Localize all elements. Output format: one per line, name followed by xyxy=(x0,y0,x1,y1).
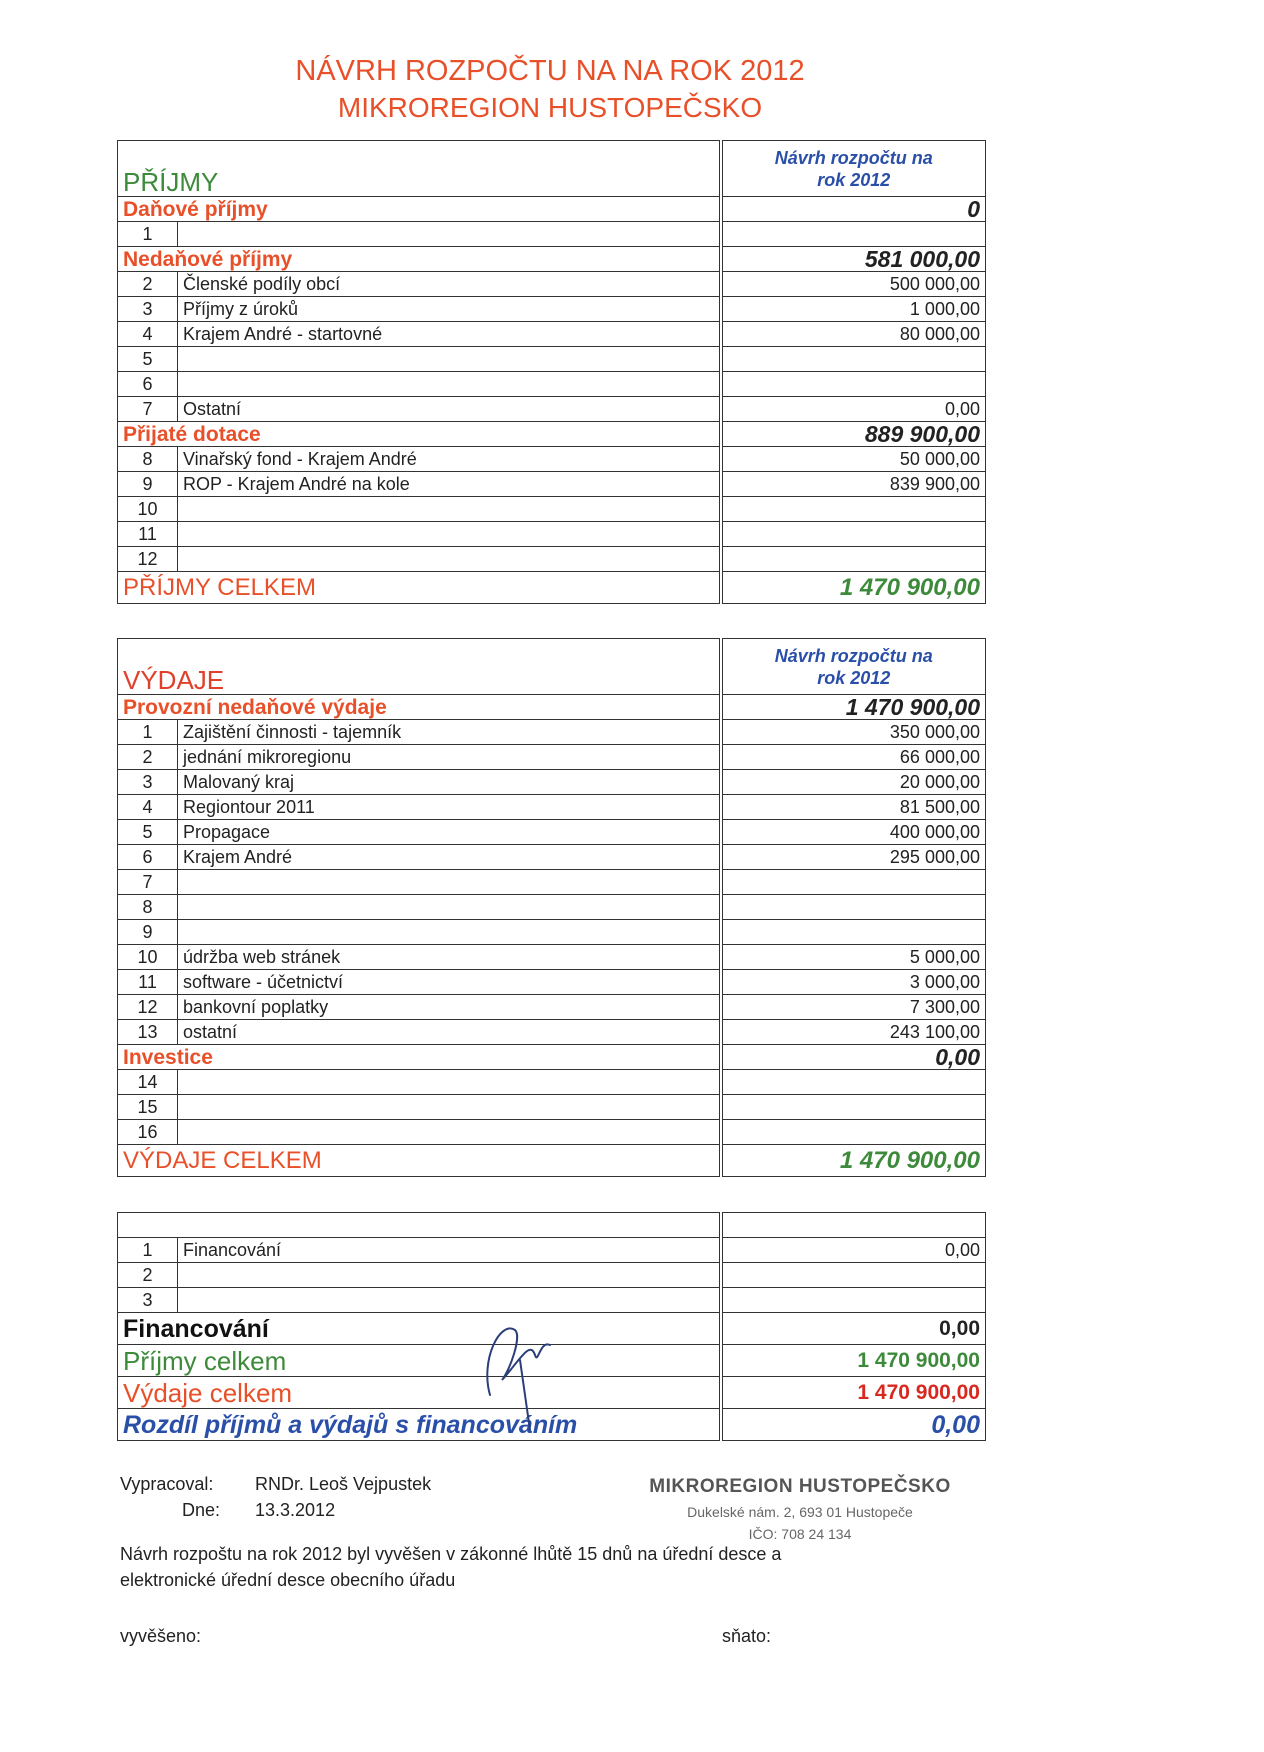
expense-item-row xyxy=(118,945,986,970)
financing-item-row xyxy=(118,1238,986,1263)
stamp-address: Dukelské nám. 2, 693 01 Hustopeče xyxy=(687,1504,913,1520)
income-item-number: 9 xyxy=(118,472,178,497)
income-item-row xyxy=(118,397,986,422)
income-column-header-text: Návrh rozpočtu na rok 2012 xyxy=(774,147,933,190)
expense-item-description: Zajištění činnosti - tajemník xyxy=(178,720,721,745)
expense-item-description: ostatní xyxy=(178,1020,721,1045)
financing-body xyxy=(118,1213,986,1313)
expense-item-number: 16 xyxy=(118,1120,178,1145)
expense-section-total: 1 470 900,00 xyxy=(721,695,986,720)
income-item-number: 11 xyxy=(118,522,178,547)
expense-item-row xyxy=(118,820,986,845)
income-item-number: 8 xyxy=(118,447,178,472)
income-item-value xyxy=(721,347,986,372)
expense-item-value: 66 000,00 xyxy=(721,745,986,770)
financing-spacer-row xyxy=(118,1213,986,1238)
expense-item-value: 350 000,00 xyxy=(721,720,986,745)
income-total-value: 1 470 900,00 xyxy=(721,572,986,604)
summary-diff-label: Rozdíl příjmů a výdajů s financováním xyxy=(118,1409,721,1441)
financing-item-number: 1 xyxy=(118,1238,178,1263)
summary-diff-value: 0,00 xyxy=(721,1409,986,1441)
income-item-description: Vinařský fond - Krajem André xyxy=(178,447,721,472)
income-item-number: 6 xyxy=(118,372,178,397)
summary-income-value: 1 470 900,00 xyxy=(721,1345,986,1377)
expense-item-description: údržba web stránek xyxy=(178,945,721,970)
expense-item-value: 81 500,00 xyxy=(721,795,986,820)
income-section-total: 889 900,00 xyxy=(721,422,986,447)
expense-total-label: VÝDAJE CELKEM xyxy=(118,1145,721,1177)
summary-expense-label: Výdaje celkem xyxy=(118,1377,721,1409)
expense-item-number: 4 xyxy=(118,795,178,820)
expense-item-value: 7 300,00 xyxy=(721,995,986,1020)
prepared-label: Vypracoval: xyxy=(120,1474,214,1494)
expense-item-row xyxy=(118,870,986,895)
expense-item-number: 6 xyxy=(118,845,178,870)
financing-total-label: Financování xyxy=(118,1313,721,1345)
income-item-row xyxy=(118,522,986,547)
expense-item-row xyxy=(118,770,986,795)
income-item-number: 2 xyxy=(118,272,178,297)
signature xyxy=(460,1300,570,1440)
expense-item-number: 14 xyxy=(118,1070,178,1095)
expense-section-label: Provozní nedaňové výdaje xyxy=(118,695,721,720)
expense-item-number: 1 xyxy=(118,720,178,745)
expense-section-row xyxy=(118,1045,986,1070)
expense-item-value: 20 000,00 xyxy=(721,770,986,795)
income-item-number: 1 xyxy=(118,222,178,247)
income-title: PŘÍJMY xyxy=(118,141,721,197)
expense-item-description: Krajem André xyxy=(178,845,721,870)
income-item-number: 10 xyxy=(118,497,178,522)
expense-item-value xyxy=(721,920,986,945)
financing-item-number: 2 xyxy=(118,1263,178,1288)
financing-total-value: 0,00 xyxy=(721,1313,986,1345)
expense-header-row xyxy=(118,639,986,695)
expense-item-row xyxy=(118,970,986,995)
expense-total-row xyxy=(118,1145,986,1177)
income-item-value: 80 000,00 xyxy=(721,322,986,347)
income-item-description xyxy=(178,547,721,572)
income-item-number: 3 xyxy=(118,297,178,322)
income-table xyxy=(117,140,986,604)
expense-item-row xyxy=(118,845,986,870)
income-item-row xyxy=(118,497,986,522)
income-item-value: 1 000,00 xyxy=(721,297,986,322)
income-item-description: Příjmy z úroků xyxy=(178,297,721,322)
income-header-row xyxy=(118,141,986,197)
financing-item-description xyxy=(178,1263,721,1288)
expense-item-row xyxy=(118,895,986,920)
income-section-label: Nedaňové příjmy xyxy=(118,247,721,272)
financing-item-number: 3 xyxy=(118,1288,178,1313)
expense-item-row xyxy=(118,920,986,945)
page-subtitle: MIKROREGION HUSTOPEČSKO xyxy=(337,92,763,123)
income-section-row xyxy=(118,197,986,222)
expense-item-number: 13 xyxy=(118,1020,178,1045)
income-item-description xyxy=(178,222,721,247)
expense-item-value: 5 000,00 xyxy=(721,945,986,970)
expense-item-row xyxy=(118,995,986,1020)
expense-section-label: Investice xyxy=(118,1045,721,1070)
expense-item-number: 11 xyxy=(118,970,178,995)
income-item-row xyxy=(118,272,986,297)
income-item-description xyxy=(178,372,721,397)
income-item-description: ROP - Krajem André na kole xyxy=(178,472,721,497)
income-item-description xyxy=(178,497,721,522)
expense-item-value xyxy=(721,1120,986,1145)
posted-label: vyvěšeno: xyxy=(120,1626,202,1646)
expense-item-number: 12 xyxy=(118,995,178,1020)
notice-line-1: Návrh rozpoštu na rok 2012 byl vyvěšen v zákonné lhůtě 15 dnů na úřední desce a xyxy=(120,1544,782,1564)
expense-column-header xyxy=(721,639,986,695)
income-section-label: Daňové příjmy xyxy=(118,197,721,222)
expense-item-number: 10 xyxy=(118,945,178,970)
income-item-value xyxy=(721,222,986,247)
income-item-row xyxy=(118,472,986,497)
income-item-value xyxy=(721,497,986,522)
income-item-number: 5 xyxy=(118,347,178,372)
expense-section-row xyxy=(118,695,986,720)
prepared-value: RNDr. Leoš Vejpustek xyxy=(255,1474,432,1494)
income-item-value xyxy=(721,522,986,547)
date-value: 13.3.2012 xyxy=(255,1500,336,1520)
expense-item-row xyxy=(118,720,986,745)
income-section-row xyxy=(118,422,986,447)
notice-line-2: elektronické úřední desce obecního úřadu xyxy=(120,1570,456,1590)
office-stamp xyxy=(640,1476,960,1542)
income-item-row xyxy=(118,322,986,347)
expense-item-description: jednání mikroregionu xyxy=(178,745,721,770)
expense-item-value xyxy=(721,1070,986,1095)
expense-item-value: 3 000,00 xyxy=(721,970,986,995)
income-item-value: 839 900,00 xyxy=(721,472,986,497)
expense-item-description xyxy=(178,920,721,945)
expense-item-row xyxy=(118,1070,986,1095)
expense-item-value: 400 000,00 xyxy=(721,820,986,845)
expense-item-description xyxy=(178,1120,721,1145)
income-item-row xyxy=(118,347,986,372)
expense-item-number: 5 xyxy=(118,820,178,845)
income-item-description: Členské podíly obcí xyxy=(178,272,721,297)
income-item-value: 50 000,00 xyxy=(721,447,986,472)
expense-total-value: 1 470 900,00 xyxy=(721,1145,986,1177)
income-item-description: Krajem André - startovné xyxy=(178,322,721,347)
income-item-number: 7 xyxy=(118,397,178,422)
expense-section-total: 0,00 xyxy=(721,1045,986,1070)
income-item-row xyxy=(118,372,986,397)
expense-body xyxy=(118,639,986,1177)
income-section-row xyxy=(118,247,986,272)
financing-item-row xyxy=(118,1263,986,1288)
income-item-row xyxy=(118,222,986,247)
stamp-name: MIKROREGION HUSTOPEČSKO xyxy=(649,1476,951,1497)
income-item-value: 500 000,00 xyxy=(721,272,986,297)
summary-income-label: Příjmy celkem xyxy=(118,1345,721,1377)
income-section-label: Přijaté dotace xyxy=(118,422,721,447)
financing-item-description xyxy=(178,1288,721,1313)
expense-item-row xyxy=(118,745,986,770)
income-total-label: PŘÍJMY CELKEM xyxy=(118,572,721,604)
income-body xyxy=(118,141,986,604)
expense-table xyxy=(117,638,986,1177)
expense-item-description: bankovní poplatky xyxy=(178,995,721,1020)
income-item-row xyxy=(118,297,986,322)
expense-item-number: 8 xyxy=(118,895,178,920)
expense-item-row xyxy=(118,1095,986,1120)
income-item-description xyxy=(178,522,721,547)
expense-title: VÝDAJE xyxy=(118,639,721,695)
income-total-row xyxy=(118,572,986,604)
income-section-total: 581 000,00 xyxy=(721,247,986,272)
expense-item-number: 7 xyxy=(118,870,178,895)
income-item-description: Ostatní xyxy=(178,397,721,422)
expense-item-row xyxy=(118,1120,986,1145)
income-section-total: 0 xyxy=(721,197,986,222)
expense-item-description: Propagace xyxy=(178,820,721,845)
financing-item-value xyxy=(721,1288,986,1313)
expense-item-value: 243 100,00 xyxy=(721,1020,986,1045)
expense-item-row xyxy=(118,1020,986,1045)
expense-item-number: 9 xyxy=(118,920,178,945)
expense-item-description xyxy=(178,1070,721,1095)
income-item-number: 12 xyxy=(118,547,178,572)
financing-item-description: Financování xyxy=(178,1238,721,1263)
income-column-header xyxy=(721,141,986,197)
expense-item-row xyxy=(118,795,986,820)
expense-column-header-text: Návrh rozpočtu na rok 2012 xyxy=(774,645,933,688)
income-item-row xyxy=(118,547,986,572)
expense-item-value: 295 000,00 xyxy=(721,845,986,870)
income-item-row xyxy=(118,447,986,472)
income-item-number: 4 xyxy=(118,322,178,347)
income-item-value xyxy=(721,372,986,397)
expense-item-number: 3 xyxy=(118,770,178,795)
expense-item-number: 15 xyxy=(118,1095,178,1120)
expense-item-number: 2 xyxy=(118,745,178,770)
income-item-value xyxy=(721,547,986,572)
expense-item-description: Malovaný kraj xyxy=(178,770,721,795)
expense-item-description: Regiontour 2011 xyxy=(178,795,721,820)
page-title: NÁVRH ROZPOČTU NA NA ROK 2012 xyxy=(295,55,805,87)
summary-expense-value: 1 470 900,00 xyxy=(721,1377,986,1409)
financing-item-value xyxy=(721,1263,986,1288)
expense-item-value xyxy=(721,895,986,920)
expense-item-value xyxy=(721,870,986,895)
financing-item-value: 0,00 xyxy=(721,1238,986,1263)
stamp-ico: IČO: 708 24 134 xyxy=(748,1526,852,1542)
expense-item-description: software - účetnictví xyxy=(178,970,721,995)
income-item-description xyxy=(178,347,721,372)
expense-item-description xyxy=(178,1095,721,1120)
expense-item-description xyxy=(178,895,721,920)
date-label: Dne: xyxy=(182,1500,221,1520)
expense-item-description xyxy=(178,870,721,895)
income-item-value: 0,00 xyxy=(721,397,986,422)
removed-label: sňato: xyxy=(722,1626,772,1646)
expense-item-value xyxy=(721,1095,986,1120)
